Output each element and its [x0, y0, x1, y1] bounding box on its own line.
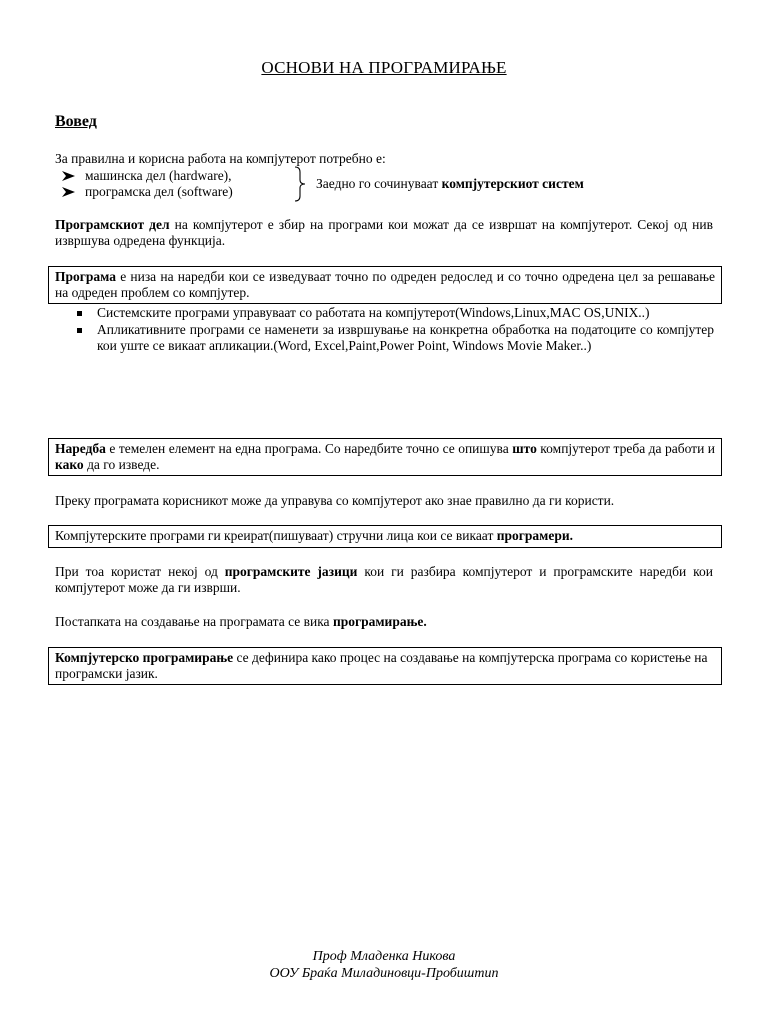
instruction-text: е темелен елемент на една програма. Со наредбите точно се опишува [105, 441, 513, 456]
square-bullet-icon [77, 328, 82, 333]
programming-term: програмирање. [332, 614, 427, 629]
list-item [62, 168, 233, 184]
programming-text: Постапката на создавање на програмата се вика [55, 614, 333, 629]
list-item-text: Системските програми управуваат со работата на компјутерот(Windows,Linux,MAC OS,UNIX..) [97, 305, 650, 320]
program-definition-text: е низа на наредби кои се изведуваат точно по одреден редослед и со точно одредена цел за решавање на одреден проблем со компјутер. [55, 269, 715, 300]
program-part-paragraph [55, 217, 713, 249]
user-control-paragraph: Преку програмата корисникот може да управува со компјутерот ако знае правилно да ги користи. [55, 493, 615, 508]
square-bullet-icon [77, 311, 82, 316]
list-item [74, 322, 714, 354]
programmers-text: Компјутерските програми ги креират(пишуваат) стручни лица кои се викаат [55, 528, 497, 543]
instruction-definition-box [48, 438, 722, 476]
components-list [62, 168, 233, 200]
instruction-how: како [55, 457, 84, 472]
programming-paragraph [55, 614, 427, 630]
arrow-bullet-icon [62, 187, 75, 197]
curly-brace-icon [293, 166, 307, 202]
program-types-list [74, 305, 714, 354]
program-definition-box [48, 266, 722, 304]
program-part-term: Програмскиот дел [55, 217, 170, 232]
intro-line: За правилна и корисна работа на компјутерот потребно е: [55, 151, 386, 166]
arrow-bullet-icon [62, 171, 75, 181]
list-item-label: машинска дел (hardware), [85, 168, 232, 183]
footer-school: ООУ Браќа Миладиновци-Пробиштип [269, 966, 499, 981]
instruction-what: што [512, 441, 537, 456]
languages-text: При тоа користат некој од [55, 564, 225, 579]
instruction-term: Наредба [55, 441, 106, 456]
list-item [62, 184, 233, 200]
program-term: Програма [55, 269, 117, 284]
instruction-text-3: да го изведе. [83, 457, 160, 472]
instruction-text-2: компјутерот треба да работи и [536, 441, 715, 456]
system-note-text: Заедно го сочинуваат [316, 176, 442, 191]
computer-programming-text: се дефинира како процес на создавање на компјутерска програма со користење на програмски јазик. [55, 650, 708, 681]
system-note-bold: компјутерскиот систем [441, 176, 584, 191]
section-heading: Вовед [55, 113, 97, 130]
computer-programming-box [48, 647, 722, 685]
languages-term: програмските јазици [224, 564, 358, 579]
list-item-text: Апликативните програми се наменети за извршување на конкретна обработка на податоците со компјутер кои уште се викаат апликации.(Word, Excel,Paint,Power Point, Windows Movie Maker..) [97, 322, 714, 353]
program-part-text: на компјутерот е збир на програми кои можат да се извршат на компјутерот. Секој од нив извршува одредена функција. [55, 217, 713, 248]
footer-author: Проф Младенка Никова [312, 949, 456, 964]
list-item-label: програмска дел (software) [85, 184, 233, 199]
page-title: ОСНОВИ НА ПРОГРАМИРАЊЕ [261, 58, 507, 77]
languages-paragraph [55, 564, 713, 596]
list-item [74, 305, 714, 321]
languages-text-2: кои ги разбира компјутерот и програмските наредби кои компјутерот може да ги изврши. [55, 564, 713, 595]
programmers-term: програмери. [496, 528, 574, 543]
computer-programming-term: Компјутерско програмирање [55, 650, 234, 665]
system-note [316, 176, 584, 192]
programmers-box [48, 525, 722, 548]
